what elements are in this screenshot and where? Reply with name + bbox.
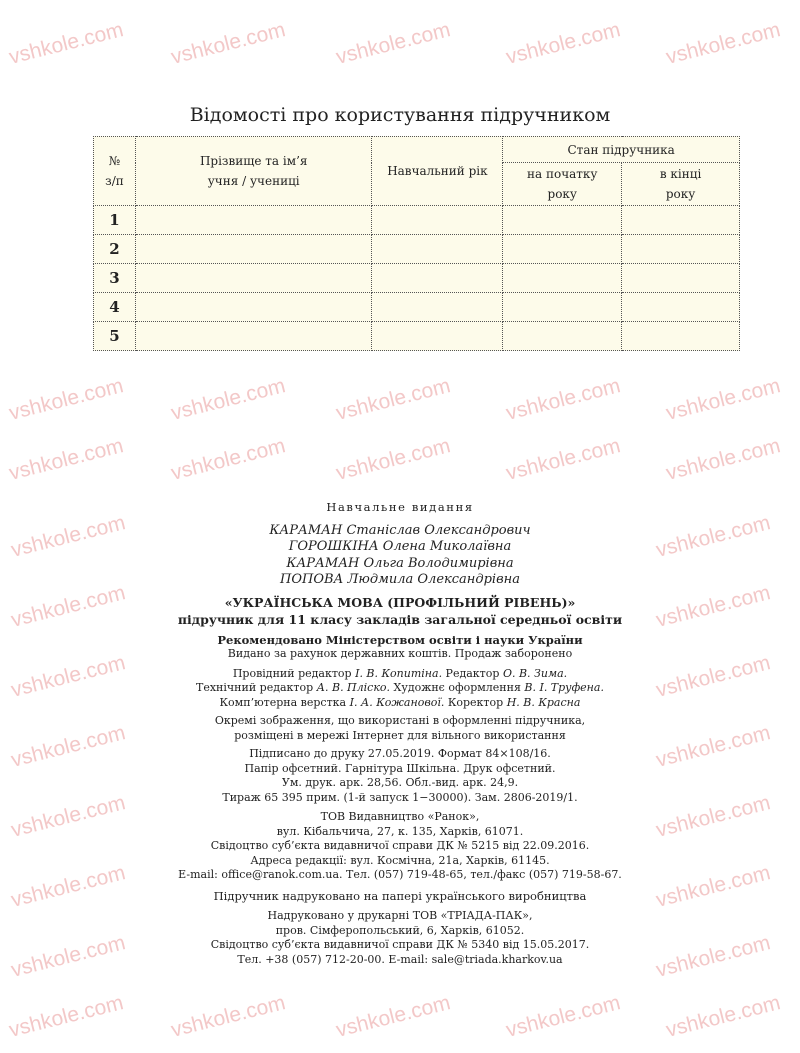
watermark-text: vshkole.com <box>653 721 773 772</box>
header-state-start: на початку року <box>503 163 622 206</box>
usage-table <box>93 136 740 351</box>
empty-cell <box>372 235 503 264</box>
watermark-text: vshkole.com <box>653 651 773 702</box>
row-number: 3 <box>94 264 136 293</box>
empty-cell <box>372 264 503 293</box>
watermark-text: vshkole.com <box>8 511 128 562</box>
publisher-info: Свідоцтво суб’єкта видавничої справи ДК № 5215 від 22.09.2016. <box>210 839 590 852</box>
watermark-text: vshkole.com <box>663 434 783 485</box>
editors-line: Комп’ютерна верстка І. А. Кожанової. Коректор Н. В. Красна <box>219 695 581 709</box>
watermark-text: vshkole.com <box>653 791 773 842</box>
watermark-text: vshkole.com <box>168 991 288 1042</box>
header-school-year: Навчальний рік <box>372 137 503 206</box>
watermark-text: vshkole.com <box>8 931 128 982</box>
empty-cell <box>622 293 740 322</box>
printer-info: пров. Сімферопольський, 6, Харків, 61052. <box>275 923 525 937</box>
author: КАРАМАН Ольга Володимирівна <box>286 555 514 571</box>
printer-info: Тел. +38 (057) 712-20-00. E-mail: sale@triada.kharkov.ua <box>237 952 563 966</box>
paper-note: Підручник надруковано на папері українського виробництва <box>213 888 587 903</box>
empty-cell <box>372 293 503 322</box>
images-note: Окремі зображення, що використані в оформленні підручника, <box>214 714 586 727</box>
empty-cell <box>372 206 503 235</box>
publisher-info: Адреса редакції: вул. Космічна, 21а, Харків, 61145. <box>250 853 550 867</box>
watermark-text: vshkole.com <box>8 791 128 842</box>
empty-cell <box>372 322 503 351</box>
empty-cell <box>135 206 372 235</box>
watermark-text: vshkole.com <box>8 581 128 632</box>
watermark-text: vshkole.com <box>168 374 288 425</box>
watermark-text: vshkole.com <box>653 861 773 912</box>
watermark-text: vshkole.com <box>663 18 783 69</box>
watermark-text: vshkole.com <box>333 18 453 69</box>
table-row <box>94 293 740 322</box>
empty-cell <box>135 235 372 264</box>
watermark-text: vshkole.com <box>6 374 126 425</box>
images-note: розміщені в мережі Інтернет для вільного використання <box>234 728 566 742</box>
row-number: 2 <box>94 235 136 264</box>
watermark-text: vshkole.com <box>653 931 773 982</box>
empty-cell <box>503 322 622 351</box>
author: КАРАМАН Станіслав Олександрович <box>269 522 531 538</box>
empty-cell <box>503 206 622 235</box>
watermark-text: vshkole.com <box>6 991 126 1042</box>
print-info: Тираж 65 395 прим. (1-й запуск 1−30000). Зам. 2806-2019/1. <box>222 790 578 804</box>
editors-line: Провідний редактор І. В. Копитіна. Редактор О. В. Зима. <box>232 666 568 680</box>
publisher-info: E-mail: office@ranok.com.ua. Тел. (057) 719-48-65, тел./факс (057) 719-58-67. <box>178 868 622 881</box>
watermark-text: vshkole.com <box>8 861 128 912</box>
author: ПОПОВА Людмила Олександрівна <box>280 572 520 587</box>
watermark-text: vshkole.com <box>333 434 453 485</box>
row-number: 4 <box>94 293 136 322</box>
table-row <box>94 264 740 293</box>
recommendation: Рекомендовано Міністерством освіти і науки України <box>217 632 583 647</box>
watermark-text: vshkole.com <box>663 991 783 1042</box>
print-info: Ум. друк. арк. 28,56. Обл.-вид. арк. 24,9. <box>281 776 519 789</box>
edition-type: Навчальне видання <box>326 500 474 514</box>
watermark-text: vshkole.com <box>503 18 623 69</box>
table-row <box>94 235 740 264</box>
empty-cell <box>503 293 622 322</box>
print-info: Підписано до друку 27.05.2019. Формат 84×108/16. <box>249 747 551 760</box>
print-info: Папір офсетний. Гарнітура Шкільна. Друк офсетний. <box>244 761 556 775</box>
watermark-text: vshkole.com <box>333 991 453 1042</box>
watermark-text: vshkole.com <box>168 434 288 485</box>
empty-cell <box>503 235 622 264</box>
header-student-name: Прізвище та ім’я учня / учениці <box>135 137 372 206</box>
page-title: Відомості про користування підручником <box>189 104 611 126</box>
watermark-text: vshkole.com <box>653 511 773 562</box>
publisher-info: вул. Кібальчича, 27, к. 135, Харків, 61071. <box>276 824 524 838</box>
publisher-info: ТОВ Видавництво «Ранок», <box>320 810 480 823</box>
printer-info: Свідоцтво суб’єкта видавничої справи ДК № 5340 від 15.05.2017. <box>210 938 590 951</box>
watermark-text: vshkole.com <box>653 581 773 632</box>
printer-info: Надруковано у друкарні ТОВ «ТРІАДА-ПАК», <box>267 909 533 922</box>
funding-note: Видано за рахунок державних коштів. Продаж заборонено <box>227 647 573 660</box>
header-book-state: Стан підручника <box>503 137 740 163</box>
watermark-text: vshkole.com <box>6 434 126 485</box>
row-number: 5 <box>94 322 136 351</box>
empty-cell <box>622 206 740 235</box>
table-row <box>94 322 740 351</box>
watermark-text: vshkole.com <box>333 374 453 425</box>
author: ГОРОШКІНА Олена Миколаївна <box>288 539 512 554</box>
empty-cell <box>135 264 372 293</box>
book-title: «УКРАЇНСЬКА МОВА (ПРОФІЛЬНИЙ РІВЕНЬ)» <box>224 594 576 610</box>
watermark-text: vshkole.com <box>503 991 623 1042</box>
watermark-text: vshkole.com <box>503 374 623 425</box>
empty-cell <box>622 235 740 264</box>
imprint <box>0 500 800 967</box>
table-row <box>94 206 740 235</box>
watermark-text: vshkole.com <box>503 434 623 485</box>
watermark-text: vshkole.com <box>8 651 128 702</box>
header-number: № з/п <box>94 137 136 206</box>
empty-cell <box>503 264 622 293</box>
header-state-end: в кінці року <box>622 163 740 206</box>
book-subtitle: підручник для 11 класу закладів загальної середньої освіти <box>177 611 623 627</box>
watermark-text: vshkole.com <box>663 374 783 425</box>
empty-cell <box>135 293 372 322</box>
empty-cell <box>135 322 372 351</box>
watermark-text: vshkole.com <box>6 18 126 69</box>
empty-cell <box>622 264 740 293</box>
watermark-text: vshkole.com <box>8 721 128 772</box>
editors-line: Технічний редактор А. В. Пліско. Художнє оформлення В. І. Труфена. <box>195 681 604 694</box>
watermark-text: vshkole.com <box>168 18 288 69</box>
empty-cell <box>622 322 740 351</box>
row-number: 1 <box>94 206 136 235</box>
